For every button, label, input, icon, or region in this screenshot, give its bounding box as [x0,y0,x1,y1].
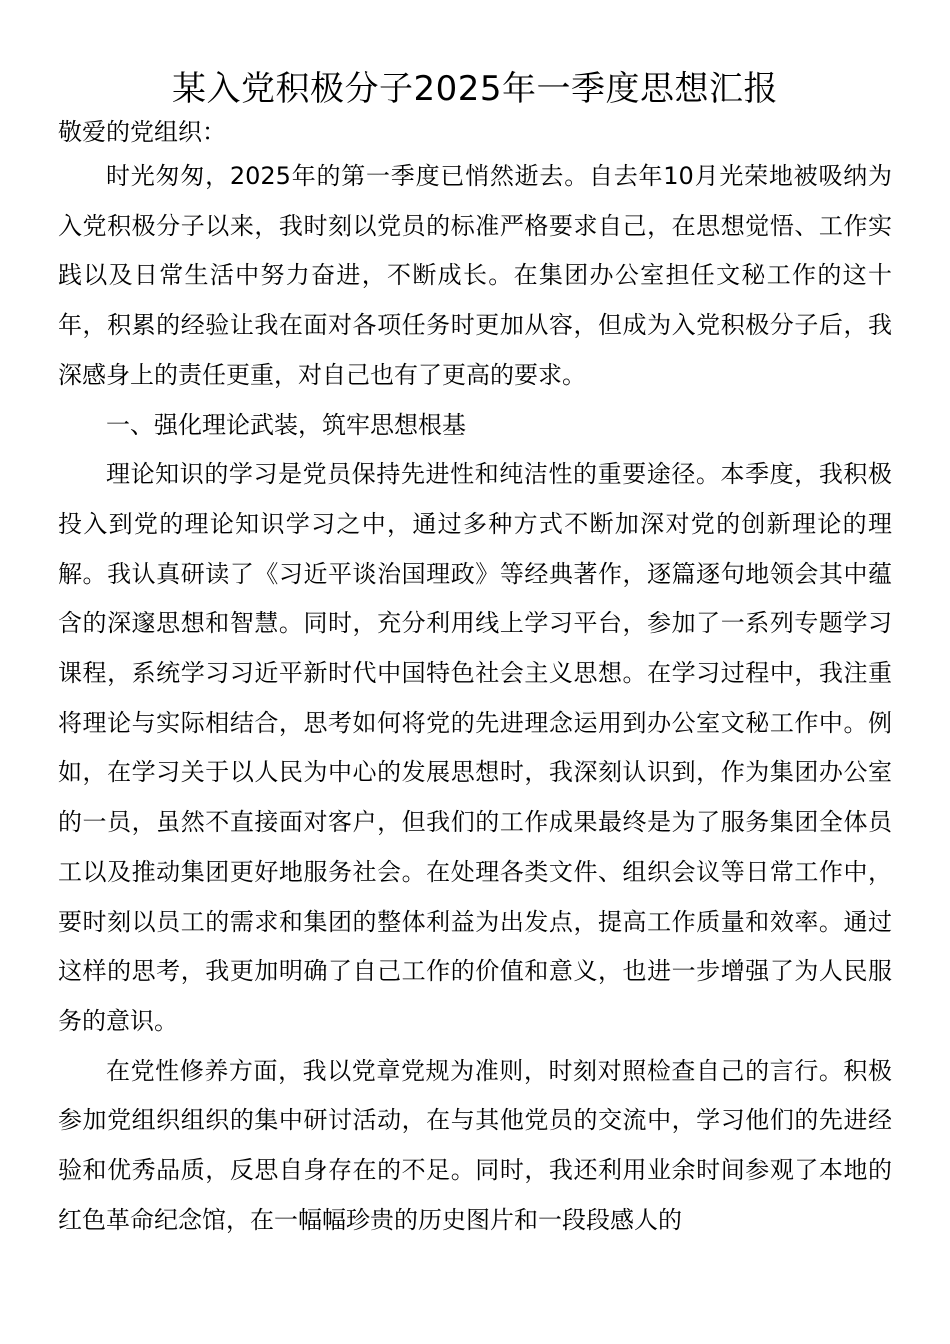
document-title: 某入党积极分子2025年一季度思想汇报 [171,69,779,109]
salutation: 敬爱的党组织： [58,118,226,146]
paragraph-party-cultivation: 在党性修养方面，我以党章党规为准则，时刻对照检查自己的言行。积极参加党组织组织的集中研讨活动，在与其他党员的交流中，学习他们的先进经验和优秀品质，反思自身存在的不足。同时，我还利用业余时间参观了本地的红色革命纪念馆，在一幅幅珍贵的历史图片和一段段感人的 [58,1056,892,1234]
section-heading-1: 一、强化理论武装，筑牢思想根基 [106,410,466,439]
paragraph-intro: 时光匆匆，2025年的第一季度已悄然逝去。自去年10月光荣地被吸纳为入党积极分子以来，我时刻以党员的标准严格要求自己，在思想觉悟、工作实践以及日常生活中努力奋进，不断成长。在集团办公室担任文秘工作的这十年，积累的经验让我在面对各项任务时更加从容，但成为入党积极分子后，我深感身上的责任更重，对自己也有了更高的要求。 [58,162,892,389]
document-page [58,66,892,1245]
paragraph-theory-study: 理论知识的学习是党员保持先进性和纯洁性的重要途径。本季度，我积极投入到党的理论知识学习之中，通过多种方式不断加深对党的创新理论的理解。我认真研读了《习近平谈治国理政》等经典著作，逐篇逐句地领会其中蕴含的深邃思想和智慧。同时，充分利用线上学习平台，参加了一系列专题学习课程，系统学习习近平新时代中国特色社会主义思想。在学习过程中，我注重将理论与实际相结合，思考如何将党的先进理念运用到办公室文秘工作中。例如，在学习关于以人民为中心的发展思想时，我深刻认识到，作为集团办公室的一员，虽然不直接面对客户，但我们的工作成果最终是为了服务集团全体员工以及推动集团更好地服务社会。在处理各类文件、组织会议等日常工作中，要时刻以员工的需求和集团的整体利益为出发点，提高工作质量和效率。通过这样的思考，我更加明确了自己工作的价值和意义，也进一步增强了为人民服务的意识。 [58,460,892,1035]
